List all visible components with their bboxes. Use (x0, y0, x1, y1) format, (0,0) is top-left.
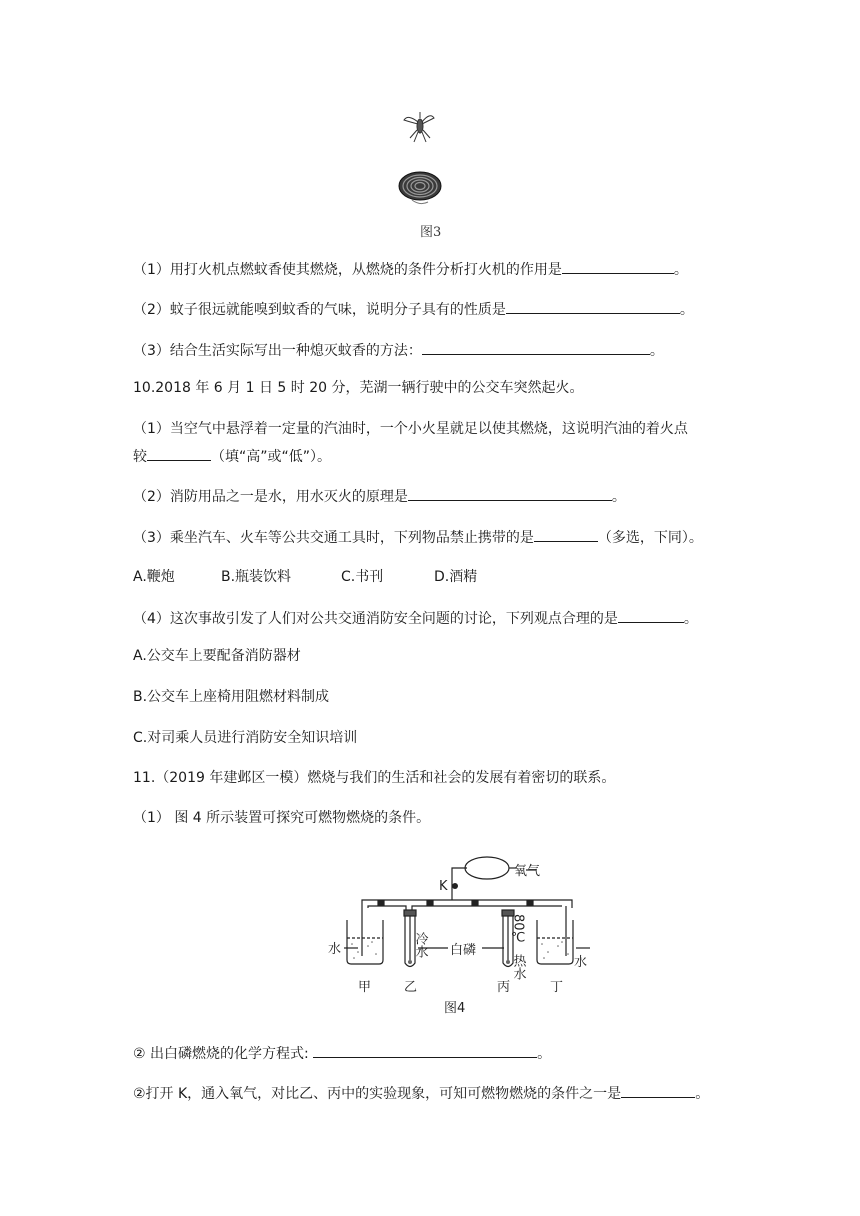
answer-blank[interactable] (422, 339, 650, 355)
answer-blank[interactable] (313, 1042, 537, 1058)
label-temp: 80℃ (510, 914, 526, 946)
answer-blank[interactable] (534, 526, 598, 542)
q10-options (133, 567, 477, 587)
option-c[interactable]: C.书刊 (341, 569, 384, 585)
label-valve-k: K (439, 879, 448, 894)
option-d[interactable]: D.酒精 (434, 569, 478, 585)
option-b[interactable]: B.瓶装饮料 (221, 569, 292, 585)
q9-part-1: （1）用打火机点燃蚊香使其燃烧，从燃烧的条件分析打火机的作用是 。 (133, 258, 688, 280)
label-cold-water: 冷水 (412, 932, 428, 958)
answer-blank[interactable] (147, 445, 211, 461)
q10-part-1a: （1）当空气中悬浮着一定量的汽油时，一个小火星就足以使其燃烧，这说明汽油的着火点 (133, 421, 688, 437)
q10-choice-a: A.公交车上要配备消防器材 (133, 648, 301, 664)
label-yi: 乙 (404, 980, 418, 995)
q10-part-3: （3）乘坐汽车、火车等公共交通工具时，下列物品禁止携带的是 （多选，下同）。 (133, 526, 703, 548)
q9-part-3: （3）结合生活实际写出一种熄灭蚊香的方法： 。 (133, 339, 664, 361)
q9-part-2: （2）蚊子很远就能嗅到蚊香的气味，说明分子具有的性质是 。 (133, 298, 694, 320)
label-white-phosphorus: 白磷 (450, 943, 477, 958)
option-a[interactable]: A.鞭炮 (133, 569, 175, 585)
answer-blank[interactable] (562, 258, 674, 274)
q10-part-4: （4）这次事故引发了人们对公共交通消防安全问题的讨论，下列观点合理的是 。 (133, 607, 698, 629)
label-water-left: 水 (328, 942, 342, 957)
answer-blank[interactable] (506, 298, 680, 314)
figure-3-caption: 图3 (420, 225, 442, 240)
valve-k-icon (452, 883, 458, 889)
combustion-apparatus-figure (322, 848, 592, 1020)
label-ding: 丁 (550, 980, 564, 995)
label-water-right: 水 (574, 955, 588, 970)
q10-part-1b: 较 （填“高”或“低”）。 (133, 445, 331, 467)
label-jia: 甲 (358, 980, 372, 995)
answer-blank[interactable] (621, 1082, 695, 1098)
label-hot-water: 热水 (510, 954, 526, 980)
q10-stem: 10.2018 年 6 月 1 日 5 时 20 分，芜湖一辆行驶中的公交车突然起火。 (133, 380, 584, 396)
label-oxygen: 氧气 (514, 864, 541, 879)
q11-stem: 11.（2019 年建邺区一模）燃烧与我们的生活和社会的发展有着密切的联系。 (133, 770, 616, 786)
q11-sub-2: ②打开 K，通入氧气，对比乙、丙中的实验现象，可知可燃物燃烧的条件之一是 。 (133, 1082, 709, 1104)
answer-blank[interactable] (408, 485, 612, 501)
mosquito-coil-figure (398, 108, 442, 214)
q11-part-1: （1） 图 4 所示装置可探究可燃物燃烧的条件。 (133, 810, 431, 826)
q10-choice-c: C.对司乘人员进行消防安全知识培训 (133, 730, 358, 746)
q11-sub-1: ② 出白磷燃烧的化学方程式: 。 (133, 1042, 551, 1064)
answer-blank[interactable] (618, 607, 684, 623)
q10-choice-b: B.公交车上座椅用阻燃材料制成 (133, 689, 330, 705)
figure-4-caption: 图4 (444, 1001, 466, 1016)
q10-part-2: （2）消防用品之一是水，用水灭火的原理是 。 (133, 485, 626, 507)
label-bing: 丙 (497, 980, 511, 995)
